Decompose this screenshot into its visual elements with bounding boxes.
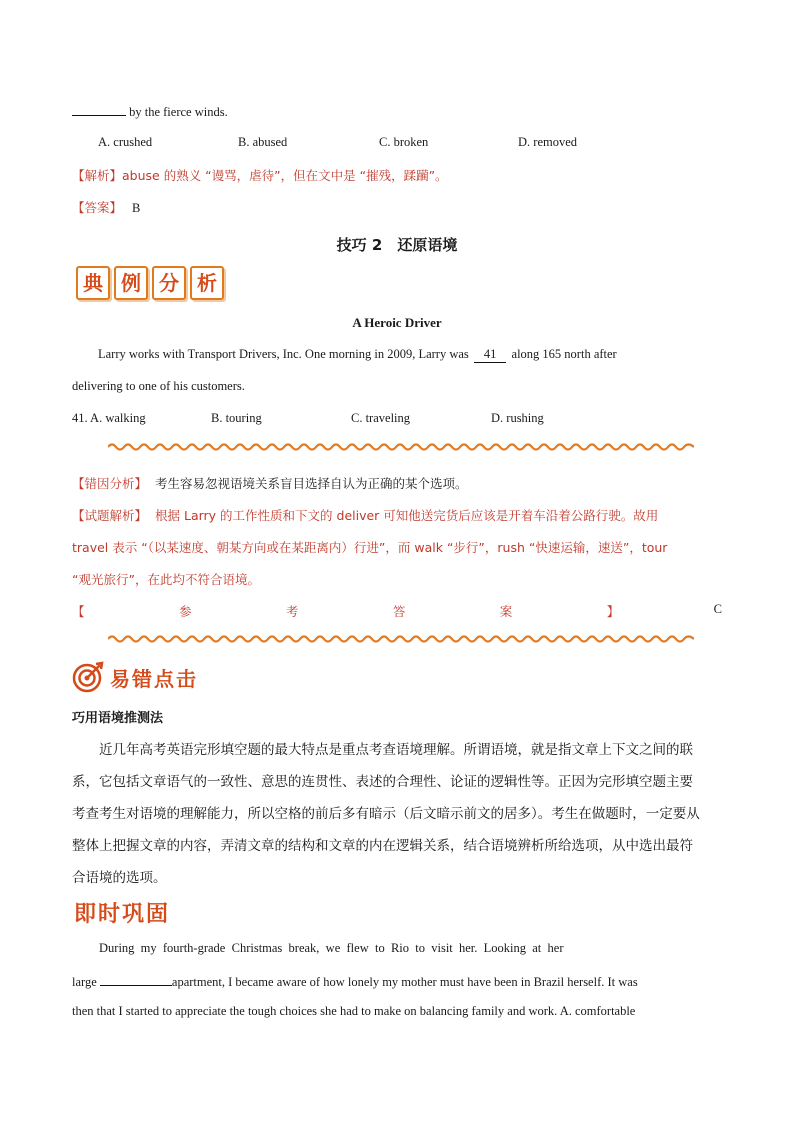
example-line-1	[98, 347, 617, 363]
badge-char: 分	[159, 271, 179, 295]
example-option-b: B. touring	[211, 411, 262, 425]
wave-divider	[108, 442, 694, 452]
ref-char: 参	[178, 604, 192, 619]
ref-char: 答	[392, 604, 406, 619]
analysis-label: 【解析】	[72, 168, 123, 183]
ref-answer-value: C	[713, 602, 722, 616]
easy-mistake-badge	[72, 661, 198, 693]
prev-option-c: C. broken	[379, 135, 429, 149]
prev-option-d: D. removed	[518, 135, 578, 149]
badge-tile	[76, 266, 110, 300]
badge-char: 例	[121, 271, 141, 295]
example-text: along 165 north after	[511, 347, 617, 361]
error-analysis	[72, 474, 468, 492]
prev-option-b: B. abused	[238, 135, 288, 149]
prev-option-a: A. crushed	[98, 135, 153, 149]
badge-tile	[114, 266, 148, 300]
tips-line-4: 整体上把握文章的内容，弄清文章的结构和文章的内在逻辑关系，结合语境辨析所给选项，从中选出最符	[72, 838, 693, 854]
prev-answer	[72, 198, 140, 216]
example-line-2: delivering to one of his customers.	[72, 379, 245, 393]
answer-value: B	[132, 201, 141, 215]
wave-divider	[108, 634, 694, 644]
example-text: Larry works with Transport Drivers, Inc. One morning in 2009, Larry was	[98, 347, 469, 361]
tips-line-1: 近几年高考英语完形填空题的最大特点是重点考查语境理解。所谓语境，就是指文章上下文之间的联	[99, 742, 693, 758]
badge-char: 析	[197, 271, 217, 295]
answer-blank: 41	[474, 347, 507, 363]
example-option-c: C. traveling	[351, 411, 411, 425]
practice-text: apartment, I became aware of how lonely my mother must have been in Brazil herself. It was	[171, 975, 638, 989]
badge-char: 典	[83, 271, 103, 295]
example-option-a: 41. A. walking	[72, 411, 146, 425]
exam-analysis-line-2: travel 表示 “（以某速度、朝某方向或在某距离内）行进”，而 walk “步行”，rush “快速运输，速送”，tour	[72, 540, 668, 555]
error-label: 【错因分析】	[72, 476, 148, 491]
analysis-text: abuse 的熟义 “谩骂，虐待”，但在文中是 “摧残，蹂躏”。	[122, 168, 448, 183]
exam-analysis-line-1	[72, 506, 658, 524]
ref-char: 考	[285, 604, 299, 619]
practice-line-1: During my fourth-grade Christmas break, we flew to Rio to visit her. Looking at her	[99, 941, 564, 955]
ref-char: 案	[499, 604, 513, 619]
answer-label: 【答案】	[72, 200, 123, 215]
ref-char: 】	[606, 604, 620, 619]
practice-badge: 即时巩固	[74, 902, 171, 927]
practice-line-3: then that I started to appreciate the tough choices she had to make on balancing family and work. A. comfortable	[72, 1004, 636, 1018]
exam-analysis-line-3: “观光旅行”，在此均不符合语境。	[72, 572, 260, 587]
exam-text: 根据 Larry 的工作性质和下文的 deliver 可知他送完货后应该是开着车沿着公路行驶。故用	[155, 508, 659, 523]
badge-tile	[152, 266, 186, 300]
exam-label: 【试题解析】	[72, 508, 148, 523]
answer-blank	[72, 103, 126, 116]
error-text: 考生容易忽视语境关系盲目选择自认为正确的某个选项。	[155, 476, 468, 491]
easy-mistake-title: 易错点击	[110, 666, 198, 691]
example-option-d: D. rushing	[491, 411, 544, 425]
tips-line-2: 系，它包括文章语气的一致性、意思的连贯性、表述的合理性、论证的逻辑性等。正因为完形填空题主要	[72, 774, 693, 790]
prev-analysis	[72, 166, 448, 184]
reference-answer	[72, 602, 722, 620]
example-title: A Heroic Driver	[352, 315, 442, 330]
practice-line-2	[72, 973, 638, 990]
tips-subtitle: 巧用语境推测法	[72, 711, 164, 726]
answer-blank	[100, 973, 172, 986]
prev-question-line	[72, 103, 228, 120]
tips-line-3: 考查考生对语境的理解能力，所以空格的前后多有暗示（后文暗示前文的居多）。考生在做题时，一定要从	[72, 806, 700, 822]
target-icon	[72, 661, 104, 693]
badge-tile	[190, 266, 224, 300]
example-analysis-badge	[76, 266, 228, 305]
section-heading: 技巧 2 还原语境	[336, 236, 458, 254]
ref-char: 【	[72, 604, 85, 619]
prev-question-text: by the fierce winds.	[129, 105, 228, 119]
practice-text: large	[72, 975, 97, 989]
tips-line-5: 合语境的选项。	[72, 870, 167, 886]
